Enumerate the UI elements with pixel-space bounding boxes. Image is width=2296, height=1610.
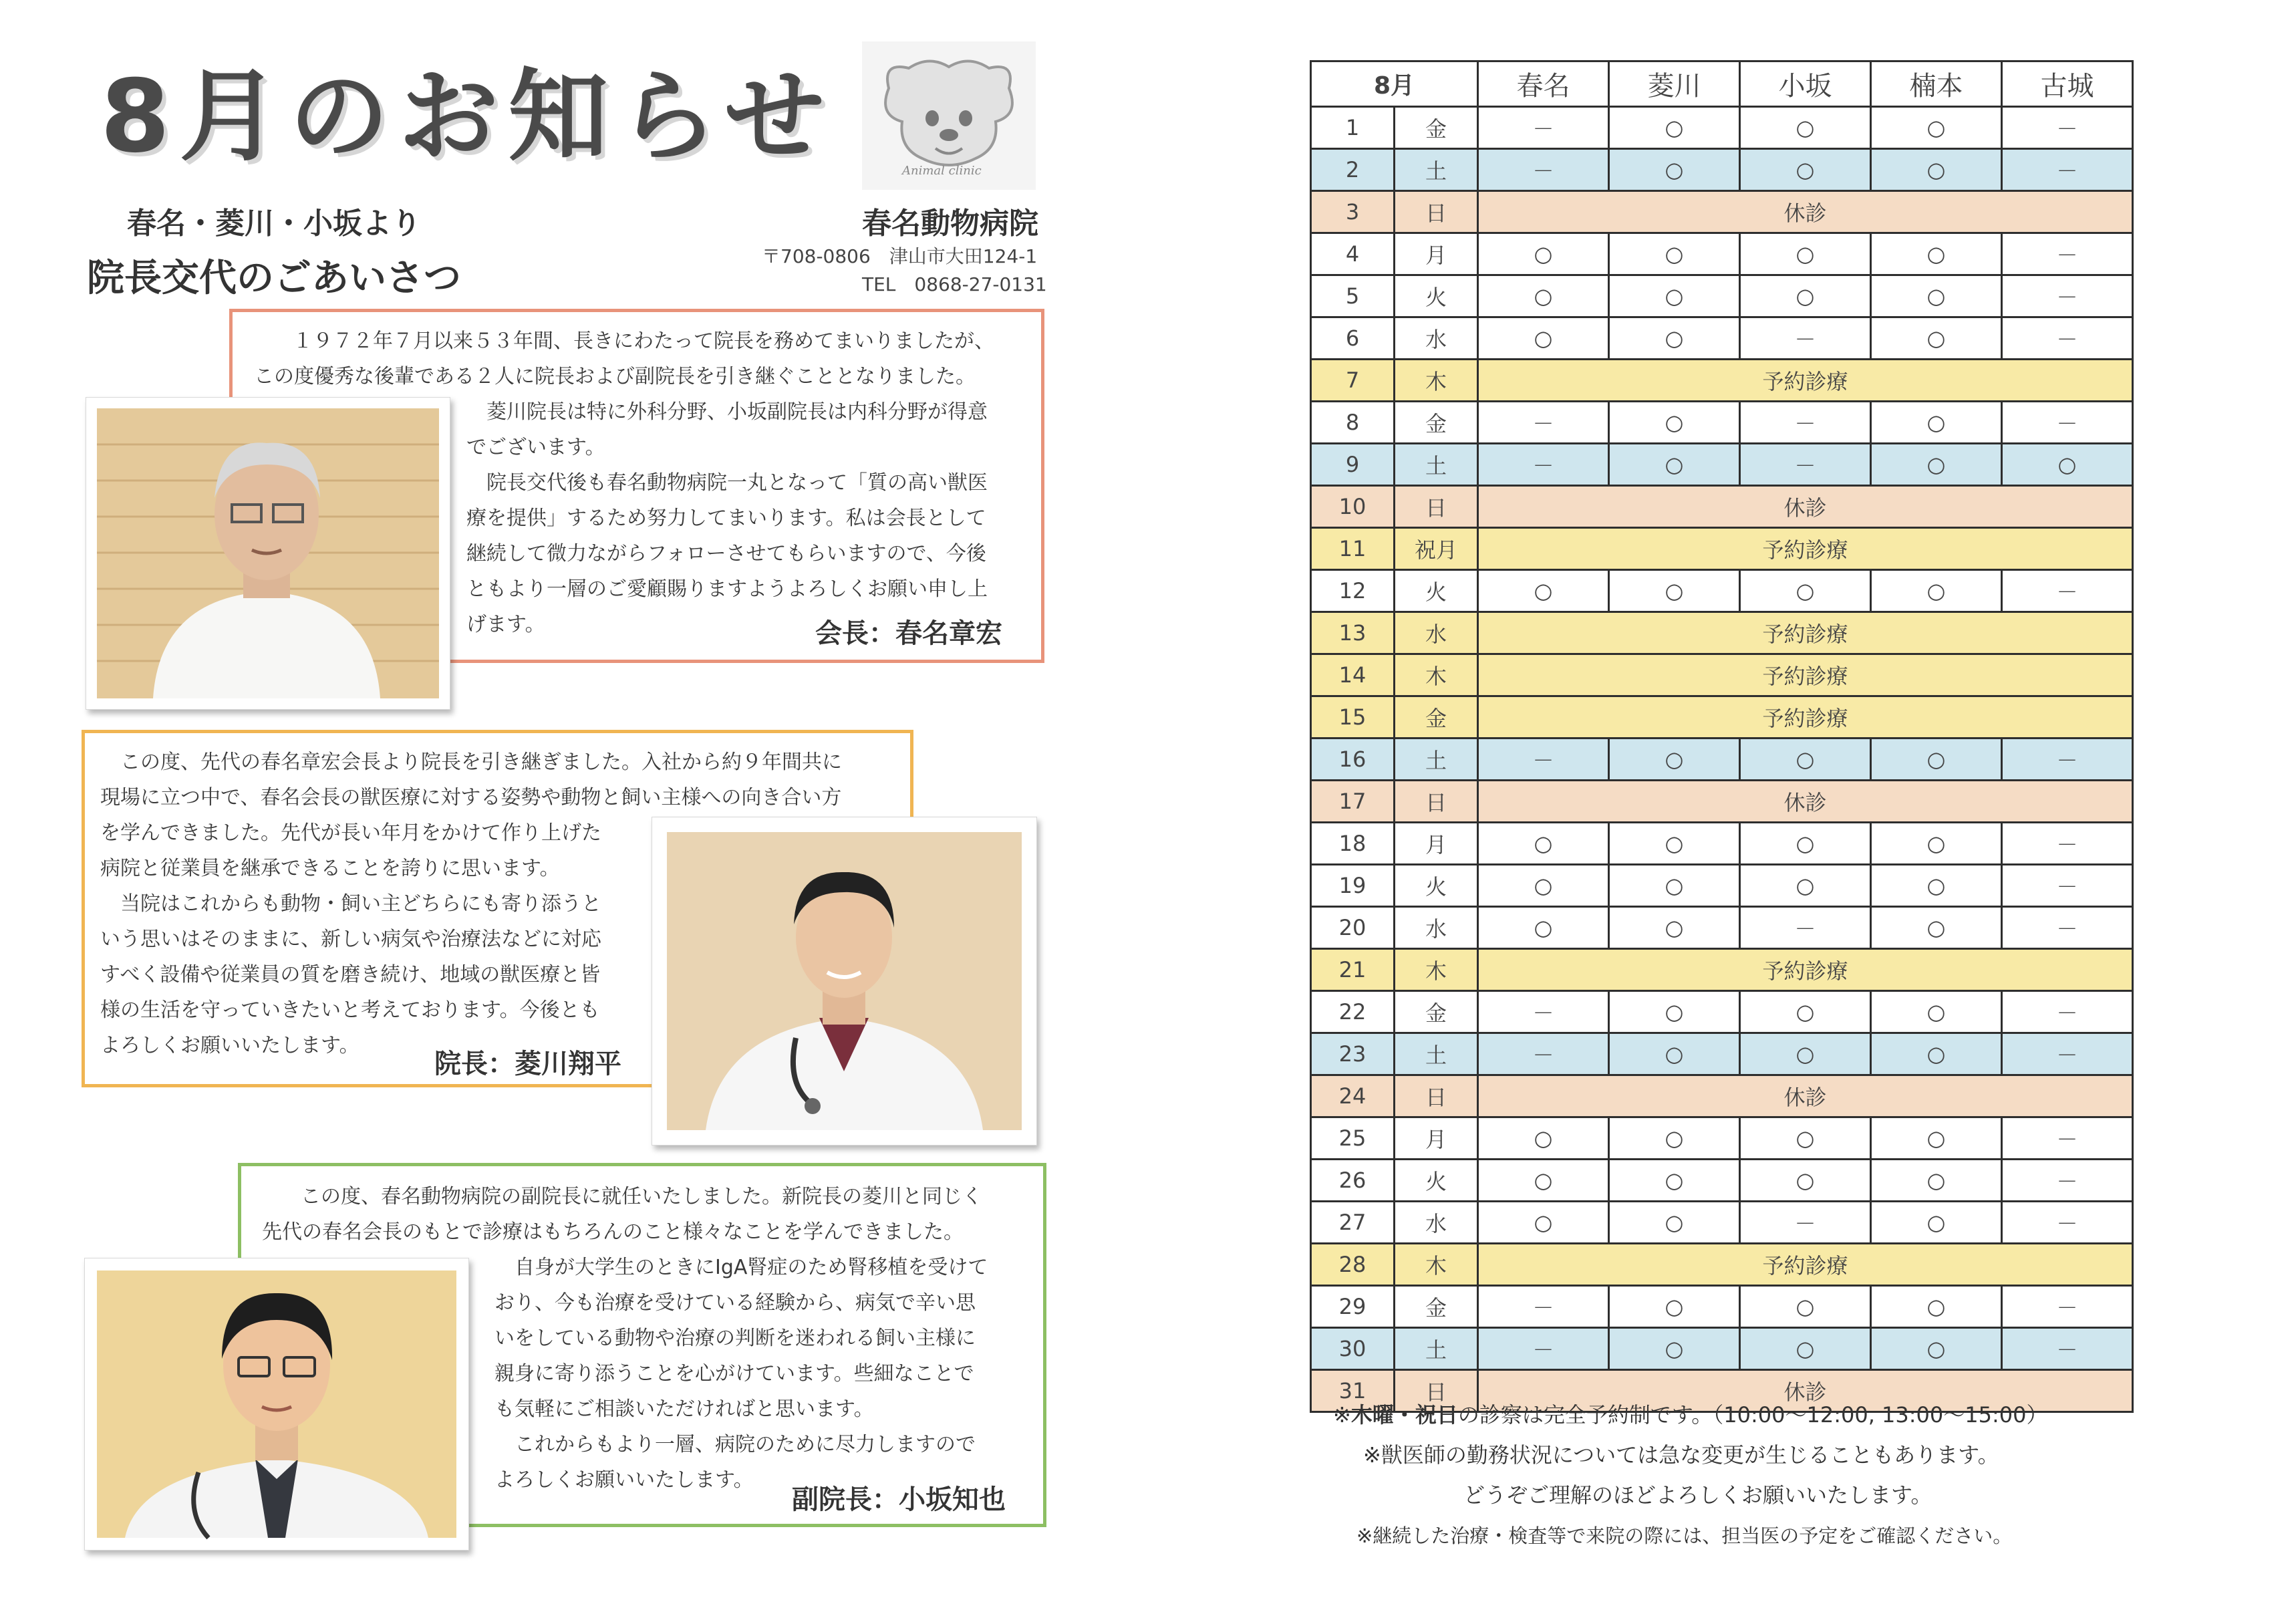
availability-cell: ○ [1609,739,1740,781]
reservation-label: 予約診療 [1478,654,2133,696]
weekday-cell: 土 [1395,149,1478,191]
vice-director-line: この度、春名動物病院の副院長に就任いたしました。新院長の菱川と同じく [281,1185,982,1208]
date-cell: 8 [1311,402,1395,444]
weekday-cell: 月 [1395,233,1478,275]
note-prefix: ※ [1333,1402,1351,1428]
reservation-label: 予約診療 [1478,1244,2133,1286]
date-cell: 3 [1311,191,1395,233]
clinic-name: 春名動物病院 [862,207,1038,241]
availability-cell: ○ [2002,444,2133,486]
director-line: 病院と従業員を継承できることを誇りに思います。 [100,857,560,880]
schedule-row [1311,907,2133,949]
availability-cell: － [1740,444,1871,486]
availability-cell: － [2002,1328,2133,1370]
availability-cell: ○ [1740,865,1871,907]
availability-cell: ○ [1871,317,2002,360]
availability-cell: ○ [1871,275,2002,317]
weekday-cell: 日 [1395,781,1478,823]
date-cell: 1 [1311,107,1395,149]
availability-cell: ○ [1871,823,2002,865]
schedule-row [1311,1286,2133,1328]
date-cell: 20 [1311,907,1395,949]
availability-cell: ○ [1871,1328,2002,1370]
availability-cell: ○ [1609,275,1740,317]
availability-cell: ○ [1740,1117,1871,1160]
date-cell: 21 [1311,949,1395,991]
date-cell: 4 [1311,233,1395,275]
schedule-row [1311,360,2133,402]
vice-director-signature: 副院長：小坂知也 [792,1484,1006,1515]
month-header: 8月 [1311,61,1478,107]
weekday-cell: 火 [1395,275,1478,317]
availability-cell: ○ [1871,907,2002,949]
availability-cell: ○ [1478,233,1609,275]
weekday-cell: 木 [1395,1244,1478,1286]
availability-cell: － [1478,444,1609,486]
availability-cell: － [2002,823,2133,865]
availability-cell: ○ [1871,1202,2002,1244]
greeting-heading: 院長交代のごあいさつ [87,257,461,300]
date-cell: 5 [1311,275,1395,317]
availability-cell: ○ [1609,907,1740,949]
weekday-cell: 火 [1395,570,1478,612]
director-line: 現場に立つ中で、春名会長の獣医療に対する姿勢や動物と飼い主様への向き合い方 [100,786,842,809]
date-cell: 7 [1311,360,1395,402]
weekday-cell: 火 [1395,1160,1478,1202]
availability-cell: － [2002,1033,2133,1075]
reservation-label: 予約診療 [1478,949,2133,991]
availability-cell: ○ [1740,233,1871,275]
availability-cell: ○ [1609,1117,1740,1160]
director-portrait-image [652,817,1036,1145]
clinic-address: 〒708-0806 津山市大田124-1 [762,245,1038,267]
date-cell: 31 [1311,1370,1395,1412]
availability-cell: － [2002,1117,2133,1160]
note-reservation [1333,1398,2048,1429]
availability-cell: ○ [1740,1160,1871,1202]
availability-cell: ○ [1609,865,1740,907]
vice-director-photo [84,1258,469,1551]
date-cell: 9 [1311,444,1395,486]
availability-cell: － [2002,107,2133,149]
availability-cell: ○ [1478,907,1609,949]
availability-cell: ○ [1740,570,1871,612]
schedule-row [1311,865,2133,907]
availability-cell: ○ [1740,107,1871,149]
date-cell: 29 [1311,1286,1395,1328]
chairman-portrait-image [86,398,450,709]
availability-cell: － [2002,402,2133,444]
schedule-row [1311,612,2133,654]
chairman-line: 継続して微力ながらフォローさせてもらいますので、今後 [466,542,986,565]
doctor-header: 小坂 [1740,61,1871,107]
director-line: 様の生活を守っていきたいと考えております。今後とも [100,998,600,1022]
availability-cell: ○ [1871,1033,2002,1075]
vice-director-line: 親身に寄り添うことを心がけています。些細なことで [494,1362,974,1385]
weekday-cell: 月 [1395,823,1478,865]
availability-cell: － [2002,865,2133,907]
schedule-row [1311,1328,2133,1370]
subtitle-from: 春名・菱川・小坂より [127,207,421,241]
director-line: を学んできました。先代が長い年月をかけて作り上げた [100,821,601,845]
availability-cell: － [1478,1328,1609,1370]
page-title: 8月のお知らせ [100,59,834,175]
weekday-cell: 木 [1395,360,1478,402]
schedule-row [1311,654,2133,696]
vice-director-line: も気軽にご相談いただければと思います。 [494,1397,874,1421]
logo-caption: Animal clinic [902,164,982,178]
availability-cell: － [2002,233,2133,275]
director-line: よろしくお願いいたします。 [100,1034,360,1057]
chairman-line: この度優秀な後輩である２人に院長および副院長を引き継ぐこととなりました。 [254,365,976,388]
availability-cell: ○ [1871,570,2002,612]
schedule-row [1311,402,2133,444]
clinic-tel: TEL 0868-27-0131 [862,273,1047,295]
weekday-cell: 水 [1395,907,1478,949]
vice-director-line: 先代の春名会長のもとで診療はもちろんのこと様々なことを学んできました。 [262,1220,964,1244]
weekday-cell: 水 [1395,1202,1478,1244]
schedule-row [1311,233,2133,275]
availability-cell: ○ [1740,149,1871,191]
weekday-cell: 木 [1395,949,1478,991]
chairman-line: ともより一層のご愛顧賜りますようよろしくお願い申し上 [466,577,988,601]
vice-director-portrait-image [85,1258,468,1550]
availability-cell: ○ [1871,107,2002,149]
weekday-cell: 水 [1395,612,1478,654]
chairman-signature: 会長：春名章宏 [815,618,1002,649]
availability-cell: － [1740,907,1871,949]
weekday-cell: 木 [1395,654,1478,696]
schedule-row [1311,823,2133,865]
weekday-cell: 水 [1395,317,1478,360]
weekday-cell: 金 [1395,402,1478,444]
weekday-cell: 日 [1395,1075,1478,1117]
availability-cell: ○ [1478,570,1609,612]
weekday-cell: 日 [1395,1370,1478,1412]
date-cell: 27 [1311,1202,1395,1244]
availability-cell: ○ [1609,149,1740,191]
availability-cell: － [1478,402,1609,444]
availability-cell: ○ [1740,1033,1871,1075]
schedule-row [1311,528,2133,570]
vice-director-line: よろしくお願いいたします。 [494,1468,754,1492]
schedule-row [1311,1117,2133,1160]
availability-cell: ○ [1871,739,2002,781]
note-schedule-change: ※獣医師の勤務状況については急な変更が生じることもあります。 [1363,1442,1999,1468]
availability-cell: ○ [1871,149,2002,191]
availability-cell: － [2002,991,2133,1033]
schedule-row [1311,107,2133,149]
availability-cell: － [2002,1160,2133,1202]
director-line: いう思いはそのままに、新しい病気や治療法などに対応 [100,928,601,951]
doctor-header: 菱川 [1609,61,1740,107]
availability-cell: ○ [1609,444,1740,486]
availability-cell: － [1478,991,1609,1033]
date-cell: 12 [1311,570,1395,612]
chairman-line: でございます。 [466,436,605,459]
chairman-line: げます。 [466,613,545,636]
availability-cell: ○ [1609,1286,1740,1328]
weekday-cell: 土 [1395,1033,1478,1075]
availability-cell: － [1478,739,1609,781]
availability-cell: ○ [1478,823,1609,865]
doctor-header: 春名 [1478,61,1609,107]
date-cell: 16 [1311,739,1395,781]
reservation-label: 予約診療 [1478,696,2133,739]
availability-cell: ○ [1871,402,2002,444]
note-bold: 木曜・祝日 [1350,1402,1458,1428]
doctor-header: 古城 [2002,61,2133,107]
availability-cell: ○ [1871,991,2002,1033]
availability-cell: ○ [1609,317,1740,360]
availability-cell: ○ [1478,865,1609,907]
availability-cell: － [2002,907,2133,949]
availability-cell: － [1478,149,1609,191]
closed-label: 休診 [1478,1370,2133,1412]
schedule-row [1311,696,2133,739]
schedule-row [1311,1033,2133,1075]
availability-cell: ○ [1871,1286,2002,1328]
availability-cell: ○ [1740,1328,1871,1370]
availability-cell: － [1740,317,1871,360]
availability-cell: － [1478,107,1609,149]
date-cell: 22 [1311,991,1395,1033]
availability-cell: － [2002,1202,2133,1244]
availability-cell: ○ [1609,233,1740,275]
date-cell: 11 [1311,528,1395,570]
schedule-row [1311,1075,2133,1117]
date-cell: 10 [1311,486,1395,528]
vice-director-line: 自身が大学生のときにIgA腎症のため腎移植を受けて [494,1256,988,1279]
availability-cell: ○ [1740,739,1871,781]
chairman-line: 院長交代後も春名動物病院一丸となって「質の高い獣医 [466,471,988,495]
director-photo [652,817,1037,1146]
weekday-cell: 金 [1395,107,1478,149]
weekday-cell: 土 [1395,739,1478,781]
schedule-row [1311,739,2133,781]
date-cell: 18 [1311,823,1395,865]
availability-cell: ○ [1609,570,1740,612]
schedule-row [1311,1160,2133,1202]
weekday-cell: 金 [1395,991,1478,1033]
schedule-header-row [1311,61,2133,107]
availability-cell: － [2002,149,2133,191]
weekday-cell: 金 [1395,1286,1478,1328]
date-cell: 25 [1311,1117,1395,1160]
date-cell: 15 [1311,696,1395,739]
chairman-line: 菱川院長は特に外科分野、小坂副院長は内科分野が得意 [466,400,988,424]
availability-cell: ○ [1609,402,1740,444]
chairman-line: 療を提供」するため努力してまいります。私は会長として [466,507,986,530]
weekday-cell: 日 [1395,191,1478,233]
schedule-row [1311,275,2133,317]
weekday-cell: 土 [1395,1328,1478,1370]
weekday-cell: 祝月 [1395,528,1478,570]
weekday-cell: 金 [1395,696,1478,739]
closed-label: 休診 [1478,486,2133,528]
reservation-label: 予約診療 [1478,360,2133,402]
weekday-cell: 火 [1395,865,1478,907]
date-cell: 13 [1311,612,1395,654]
availability-cell: － [2002,570,2133,612]
availability-cell: ○ [1871,865,2002,907]
note-check-schedule: ※継続した治療・検査等で来院の際には、担当医の予定をご確認ください。 [1356,1524,2013,1547]
director-signature: 院長：菱川翔平 [434,1049,621,1079]
availability-cell: － [1478,1286,1609,1328]
availability-cell: ○ [1609,1328,1740,1370]
note-understanding: どうぞご理解のほどよろしくお願いいたします。 [1463,1482,1932,1508]
availability-cell: ○ [1740,275,1871,317]
availability-cell: ○ [1478,275,1609,317]
director-line: 当院はこれからも動物・飼い主どちらにも寄り添うと [100,892,601,916]
availability-cell: ○ [1740,1286,1871,1328]
vice-director-line: おり、今も治療を受けている経験から、病気で辛い思 [494,1291,976,1315]
vice-director-line: これからもより一層、病院のために尽力しますので [494,1433,976,1456]
availability-cell: ○ [1740,823,1871,865]
availability-cell: － [2002,739,2133,781]
schedule-row [1311,781,2133,823]
availability-cell: ○ [1609,107,1740,149]
weekday-cell: 土 [1395,444,1478,486]
availability-cell: ○ [1871,233,2002,275]
availability-cell: － [1740,1202,1871,1244]
availability-cell: ○ [1478,1160,1609,1202]
note-rest: の診察は完全予約制です。（10:00～12:00, 13:00～15:00） [1457,1402,2048,1428]
availability-cell: ○ [1871,1160,2002,1202]
availability-cell: － [2002,1286,2133,1328]
date-cell: 28 [1311,1244,1395,1286]
closed-label: 休診 [1478,1075,2133,1117]
availability-cell: ○ [1478,317,1609,360]
vice-director-line: いをしている動物や治療の判断を迷われる飼い主様に [494,1327,976,1350]
schedule-row [1311,191,2133,233]
availability-cell: － [2002,317,2133,360]
schedule-row [1311,1202,2133,1244]
schedule-row [1311,317,2133,360]
date-cell: 26 [1311,1160,1395,1202]
availability-cell: ○ [1740,991,1871,1033]
availability-cell: ○ [1609,1033,1740,1075]
date-cell: 23 [1311,1033,1395,1075]
weekday-cell: 日 [1395,486,1478,528]
schedule-row [1311,486,2133,528]
doctor-header: 楠本 [1871,61,2002,107]
director-line: この度、先代の春名章宏会長より院長を引き継ぎました。入社から約９年間共に [100,751,842,774]
availability-cell: ○ [1478,1117,1609,1160]
closed-label: 休診 [1478,191,2133,233]
schedule-table [1310,60,2134,1413]
availability-cell: － [1478,1033,1609,1075]
date-cell: 6 [1311,317,1395,360]
chairman-line: １９７２年７月以来５３年間、長きにわたって院長を務めてまいりましたが、 [273,329,994,353]
availability-cell: ○ [1609,1160,1740,1202]
director-line: すべく設備や従業員の質を磨き続け、地域の獣医療と皆 [100,963,601,986]
schedule-row [1311,949,2133,991]
availability-cell: ○ [1478,1202,1609,1244]
date-cell: 14 [1311,654,1395,696]
schedule-row [1311,444,2133,486]
chairman-photo [86,397,450,710]
schedule-row [1311,991,2133,1033]
schedule-row [1311,1244,2133,1286]
date-cell: 30 [1311,1328,1395,1370]
availability-cell: ○ [1609,991,1740,1033]
availability-cell: － [2002,275,2133,317]
availability-cell: ○ [1871,1117,2002,1160]
weekday-cell: 月 [1395,1117,1478,1160]
reservation-label: 予約診療 [1478,612,2133,654]
availability-cell: ○ [1871,444,2002,486]
date-cell: 19 [1311,865,1395,907]
schedule-row [1311,570,2133,612]
availability-cell: ○ [1609,823,1740,865]
closed-label: 休診 [1478,781,2133,823]
availability-cell: － [1740,402,1871,444]
date-cell: 17 [1311,781,1395,823]
date-cell: 2 [1311,149,1395,191]
schedule-row [1311,149,2133,191]
availability-cell: ○ [1609,1202,1740,1244]
reservation-label: 予約診療 [1478,528,2133,570]
date-cell: 24 [1311,1075,1395,1117]
